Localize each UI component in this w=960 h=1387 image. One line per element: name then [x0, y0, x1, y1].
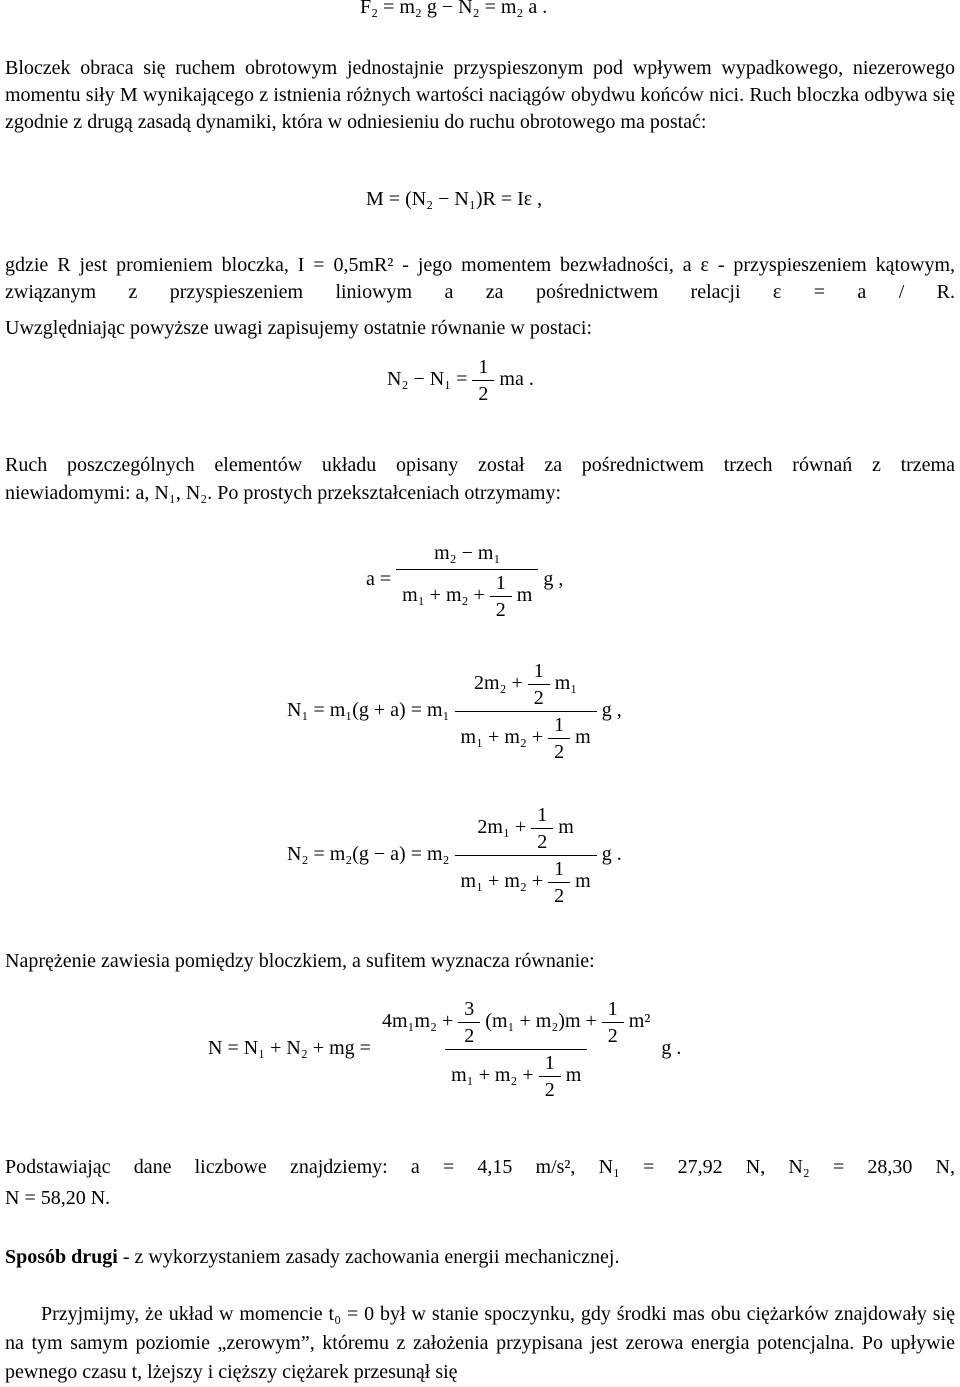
equation-tension-difference: N₂ − N₁ = $\frac{1}{2}$ ma .	[387, 356, 534, 405]
fraction-acceleration: m₂ − m₁ m₁ + m₂ + $\frac{1}{2}$ m	[396, 540, 538, 621]
paragraph-numeric-results: Podstawiając dane liczbowe znajdziemy: a = 4,15 m/s², N₁ = 27,92 N, N₂ = 28,30 N,	[5, 1156, 955, 1178]
section-method-two: Sposób drugi - z wykorzystaniem zasady zachowania energii mechanicznej.	[5, 1246, 620, 1268]
paragraph-suspension-tension: Naprężenie zawiesia pomiędzy bloczkiem, a sufitem wyznacza równanie:	[5, 950, 595, 972]
paragraph-unknowns: niewiadomymi: a, N₁, N₂. Po prostych przekształceniach otrzymamy:	[5, 482, 562, 504]
fraction-n2: 2m₁ + $\frac{1}{2}$ m m₁ + m₂ + $\frac{1}{2}$ m	[455, 804, 597, 907]
paragraph-moment-of-inertia: gdzie R jest promieniem bloczka, I = 0,5mR² - jego momentem bezwładności, a ε - przyspieszeniem kątowym, związanym z przyspieszeniem liniowym a za pośrednictwem relacji ε = a / R.	[5, 254, 955, 303]
equation-tension-n1: N₁ = m₁(g + a) = m₁ 2m₂ + $\frac{1}{2}$ m₁ m₁ + m₂ + $\frac{1}{2}$ m g ,	[287, 660, 622, 763]
paragraph-rewrite-note: Uwzględniając powyższe uwagi zapisujemy ostatnie równanie w postaci:	[5, 317, 593, 339]
paragraph-energy-method: Przyjmijmy, że układ w momencie t₀ = 0 był w stanie spoczynku, gdy środki mas obu ciężarków znajdowały się na tym samym poziomie „zerowym”, któremu z założenia przypisana jest zerowa energia potencjalna. Po upływie pewnego czasu t, lżejszy i cięższy ciężarek przesunął się	[5, 1303, 955, 1383]
fraction-n1: 2m₂ + $\frac{1}{2}$ m₁ m₁ + m₂ + $\frac{1}{2}$ m	[455, 660, 597, 763]
equation-acceleration: a = m₂ − m₁ m₁ + m₂ + $\frac{1}{2}$ m g ,	[366, 542, 564, 621]
fraction-one-half: $\frac{1}{2}$	[472, 356, 494, 405]
fraction-total-tension: 4m₁m₂ + $\frac{3}{2}$ (m₁ + m₂)m + $\frac{1}{2}$ m² m₁ + m₂ + $\frac{1}{2}$ m	[381, 998, 651, 1101]
method-two-title: Sposób drugi	[5, 1246, 118, 1268]
equation-total-tension: N = N₁ + N₂ + mg = 4m₁m₂ + $\frac{3}{2}$ (m₁ + m₂)m + $\frac{1}{2}$ m² m₁ + m₂ + $\frac{1}{2}$ m g .	[208, 998, 682, 1101]
equation-force-f2: F₂ = m₂ g − N₂ = m₂ a .	[360, 0, 548, 18]
equation-moment: M = (N₂ − N₁)R = Iε ,	[366, 188, 543, 210]
paragraph-numeric-result-n: N = 58,20 N.	[5, 1187, 111, 1209]
paragraph-pulley-rotation: Bloczek obraca się ruchem obrotowym jednostajnie przyspieszonym pod wpływem wypadkowego, niezerowego momentu siły M wynikającego z istnienia różnych wartości naciągów obydwu końców nici. Ruch bloczka odbywa się zgodnie z drugą zasadą dynamiki, która w odniesieniu do ruchu obrotowego ma postać:	[5, 57, 955, 133]
equation-tension-n2: N₂ = m₂(g − a) = m₂ 2m₁ + $\frac{1}{2}$ m m₁ + m₂ + $\frac{1}{2}$ m g .	[287, 804, 622, 907]
paragraph-three-equations: Ruch poszczególnych elementów układu opisany został za pośrednictwem trzech równań z trzema	[5, 454, 955, 476]
